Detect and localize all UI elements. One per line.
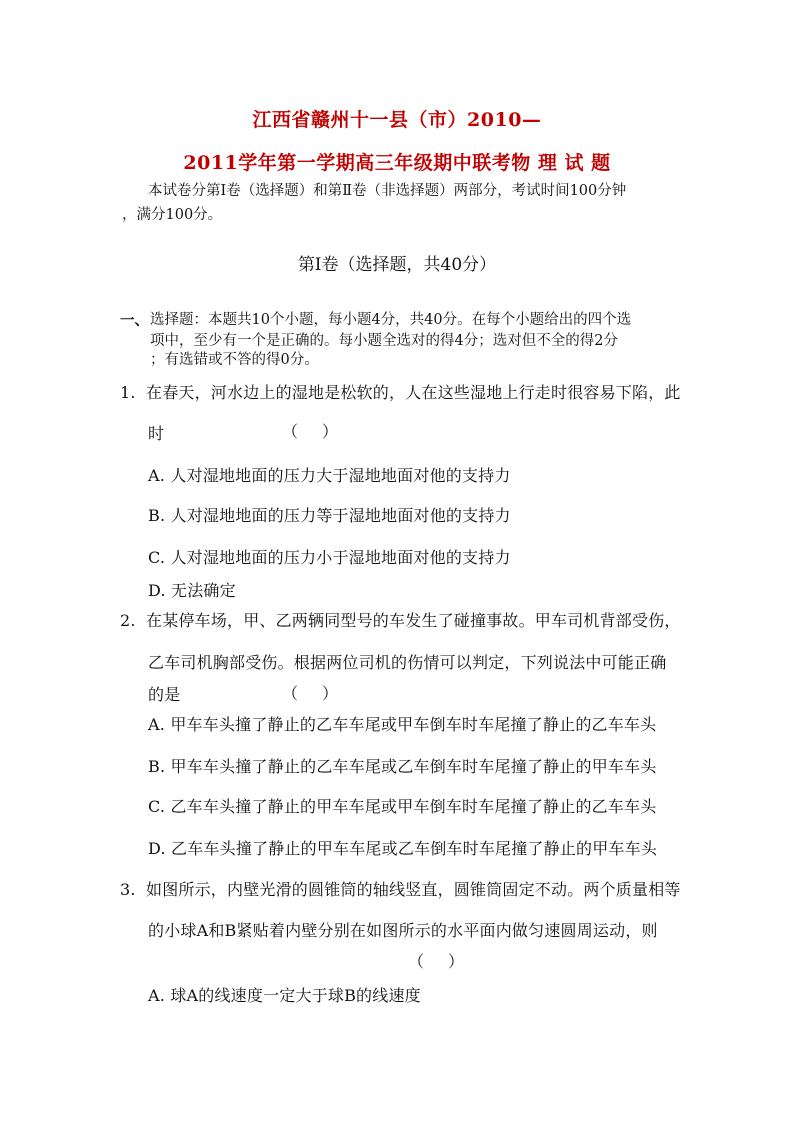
question-2-stem-line-2: 乙车司机胸部受伤。根据两位司机的伤情可以判定，下列说法中可能正确 (148, 653, 667, 672)
question-3-answer-blank: （ ） (408, 952, 469, 971)
question-2-option-d: D. 乙车车头撞了静止的甲车车尾或乙车倒车时车尾撞了静止的甲车车头 (148, 839, 658, 858)
question-text: 在春天，河水边上的湿地是松软的，人在这些湿地上行走时很容易下陷，此 (146, 383, 681, 402)
question-1-stem-line-1 (120, 380, 681, 403)
question-1-option-b: B. 人对湿地地面的压力等于湿地地面对他的支持力 (148, 506, 511, 525)
question-3-stem-line-2: 的小球A和B紧贴着内壁分别在如图所示的水平面内做匀速圆周运动，则 (148, 921, 658, 940)
question-3-stem-line-1 (120, 877, 681, 900)
question-2-answer-blank: （ ） (282, 684, 343, 703)
question-1-option-a: A. 人对湿地地面的压力大于湿地地面对他的支持力 (148, 466, 511, 485)
intro-line-2: ，满分100分。 (122, 207, 223, 223)
title-line-1: 江西省赣州十一县（市）2010— (252, 109, 542, 131)
question-2-stem-line-3: 的是 (148, 685, 181, 704)
question-text: 时 (148, 424, 165, 443)
instructions-line-1: 选择题：本题共10个小题，每小题4分，共40分。在每个小题给出的四个选 (150, 312, 632, 328)
question-1-stem-line-2 (148, 421, 164, 444)
intro-line-1: 本试卷分第Ⅰ卷（选择题）和第Ⅱ卷（非选择题）两部分，考试时间100分钟 (148, 183, 627, 199)
question-1-option-c: C. 人对湿地地面的压力小于湿地地面对他的支持力 (148, 548, 511, 567)
question-2-option-a: A. 甲车车头撞了静止的乙车车尾或甲车倒车时车尾撞了静止的乙车车头 (148, 715, 657, 734)
question-text: 在某停车场，甲、乙两辆同型号的车发生了碰撞事故。甲车司机背部受伤， (146, 611, 681, 630)
question-3-option-a: A. 球A的线速度一定大于球B的线速度 (148, 986, 421, 1005)
instructions-line-2: 项中，至少有一个是正确的。每小题全选对的得4分；选对但不全的得2分 (150, 333, 618, 349)
question-2-option-c: C. 乙车车头撞了静止的甲车车尾或甲车倒车时车尾撞了静止的乙车车头 (148, 797, 657, 816)
question-2-option-b: B. 甲车车头撞了静止的乙车车尾或乙车倒车时车尾撞了静止的甲车车头 (148, 757, 657, 776)
question-text: 如图所示，内壁光滑的圆锥筒的轴线竖直，圆锥筒固定不动。两个质量相等 (146, 880, 681, 899)
question-number: 3. (120, 880, 136, 899)
instructions-line-3: ；有选错或不答的得0分。 (150, 352, 319, 368)
question-number: 1. (120, 383, 136, 402)
question-1-option-d: D. 无法确定 (148, 581, 236, 600)
question-1-answer-blank: （ ） (282, 422, 343, 441)
instructions-label: 一、 (120, 312, 149, 329)
question-2-stem-line-1 (120, 608, 681, 631)
section-title: 第Ⅰ卷（选择题，共40分） (297, 255, 497, 275)
question-number: 2. (120, 611, 136, 630)
title-line-2: 2011学年第一学期高三年级期中联考物 理 试 题 (183, 152, 611, 174)
